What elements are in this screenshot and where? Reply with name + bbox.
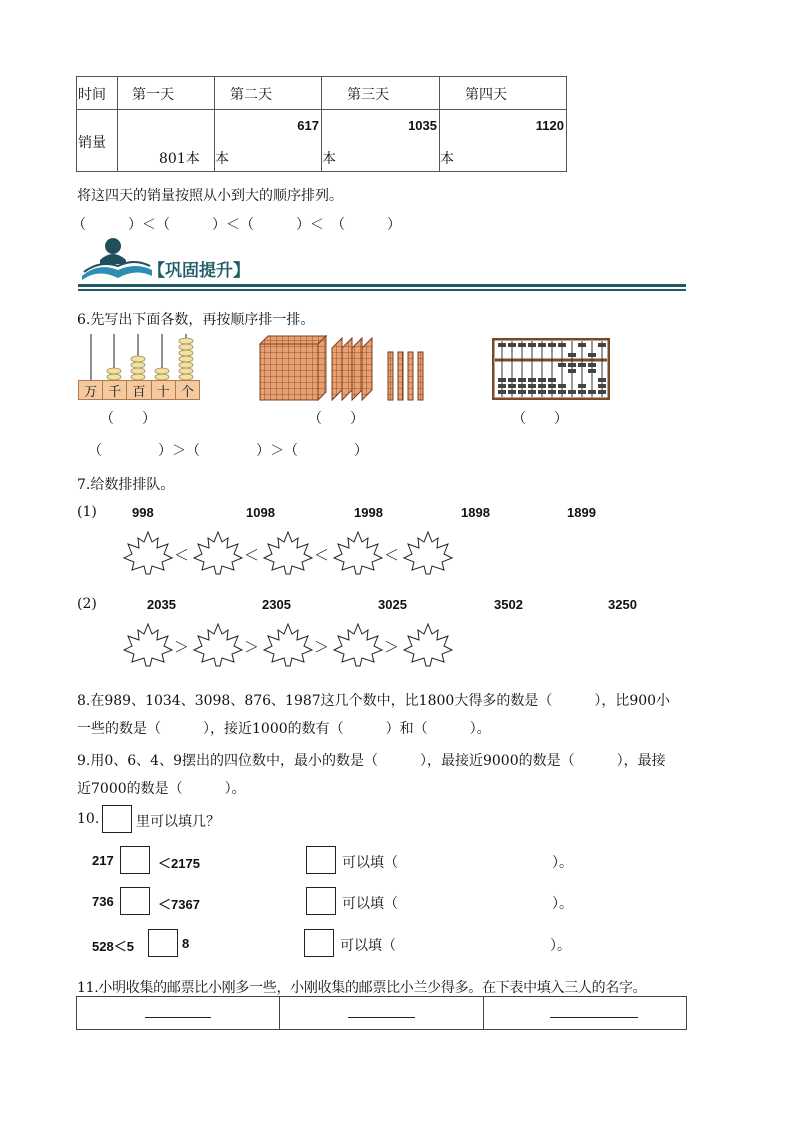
maple-leaf-icon[interactable] bbox=[262, 622, 314, 672]
q7-part2-leaf-row bbox=[122, 622, 462, 670]
q10-row2-fill: 可以填（ ）。 bbox=[342, 896, 573, 912]
q11-text: 11.小明收集的邮票比小刚多一些，小刚收集的邮票比小兰少得多。在下表中填入三人的名字。 bbox=[77, 980, 647, 996]
q10-row3-box-ref bbox=[304, 929, 334, 957]
q8-line1: 8.在989、1034、3098、876、1987这几个数中，比1800大得多的数是（ ），比900小 bbox=[77, 693, 671, 709]
q7-part2-greater-than-sign: ＞ bbox=[384, 638, 400, 656]
q7-part2-number: 2305 bbox=[262, 597, 291, 612]
q10-row3-left: 528＜5 bbox=[92, 939, 134, 954]
sales-table bbox=[76, 76, 567, 172]
q7-part2-number: 3025 bbox=[378, 597, 407, 612]
q10-row3-box[interactable] bbox=[148, 929, 178, 957]
q10-row3-fill: 可以填（ ）。 bbox=[340, 938, 571, 954]
maple-leaf-icon[interactable] bbox=[332, 622, 384, 672]
table-header-day4: 第四天 bbox=[440, 77, 567, 110]
section-divider-thin bbox=[78, 289, 686, 291]
q7-part1-less-than-sign: ＜ bbox=[244, 546, 260, 564]
q7-part2-greater-than-sign: ＞ bbox=[174, 638, 190, 656]
q11-name-table bbox=[76, 996, 687, 1030]
maple-leaf-icon[interactable] bbox=[332, 530, 384, 580]
table-header-day2: 第二天 bbox=[215, 77, 322, 110]
q9-line2: 近7000的数是（ ）。 bbox=[77, 781, 246, 797]
q7-part2-greater-than-sign: ＞ bbox=[314, 638, 330, 656]
counting-frame bbox=[78, 332, 200, 400]
maple-leaf-icon[interactable] bbox=[402, 622, 454, 672]
wooden-abacus bbox=[492, 338, 610, 400]
q10-suffix: 里可以填几？ bbox=[136, 814, 220, 830]
q7-part1-number: 1998 bbox=[354, 505, 383, 520]
q10-row2-left: 736 bbox=[92, 894, 114, 909]
label-qian: 千 bbox=[103, 381, 127, 399]
q10-row2-box-ref bbox=[306, 887, 336, 915]
q10-row1-box[interactable] bbox=[120, 846, 150, 874]
q6-paren-3: （ ） bbox=[512, 411, 568, 427]
q10-row1-left: 217 bbox=[92, 853, 114, 868]
q6-paren-2: （ ） bbox=[308, 411, 364, 427]
label-ge: 个 bbox=[180, 385, 194, 400]
q7-part1-number: 998 bbox=[132, 505, 154, 520]
q7-text: 7.给数排排队。 bbox=[77, 477, 175, 493]
table-header-day1: 第一天 bbox=[118, 77, 215, 110]
q7-part1-label: (1) bbox=[77, 504, 97, 520]
maple-leaf-icon[interactable] bbox=[402, 530, 454, 580]
q5-instruction: 将这四天的销量按照从小到大的顺序排列。 bbox=[77, 188, 343, 204]
base-ten-blocks bbox=[258, 334, 434, 402]
q11-blank-line bbox=[550, 1017, 638, 1018]
reader-logo-icon bbox=[78, 236, 158, 284]
q10-row1-box-ref bbox=[306, 846, 336, 874]
section-divider bbox=[78, 284, 686, 287]
q11-cell-3[interactable] bbox=[484, 997, 686, 1029]
label-bai: 百 bbox=[127, 381, 151, 399]
q7-part1-less-than-sign: ＜ bbox=[174, 546, 190, 564]
table-cell-day1: 801本 bbox=[118, 110, 215, 172]
table-cell-day2: 617 本 bbox=[215, 110, 322, 172]
q10-row1-fill: 可以填（ ）。 bbox=[342, 855, 573, 871]
q7-part1-number: 1098 bbox=[246, 505, 275, 520]
q7-part2-greater-than-sign: ＞ bbox=[244, 638, 260, 656]
table-header-day3: 第三天 bbox=[322, 77, 440, 110]
q11-blank-line bbox=[145, 1017, 211, 1018]
q9-line1: 9.用0、6、4、9摆出的四位数中，最小的数是（ ），最接近9000的数是（ ），最接 bbox=[77, 753, 666, 769]
q7-part1-number: 1898 bbox=[461, 505, 490, 520]
maple-leaf-icon[interactable] bbox=[192, 530, 244, 580]
q5-answer-line: （ ）＜（ ）＜（ ）＜ （ ） bbox=[72, 217, 401, 233]
q7-part2-number: 3502 bbox=[494, 597, 523, 612]
q6-paren-1: （ ） bbox=[100, 411, 156, 427]
q11-blank-line bbox=[348, 1017, 414, 1018]
q11-cell-1[interactable] bbox=[77, 997, 280, 1029]
q10-row2-box[interactable] bbox=[120, 887, 150, 915]
maple-leaf-icon[interactable] bbox=[192, 622, 244, 672]
q7-part2-label: (2) bbox=[77, 596, 97, 612]
maple-leaf-icon[interactable] bbox=[262, 530, 314, 580]
q10-prefix: 10. bbox=[77, 811, 100, 827]
q7-part1-number: 1899 bbox=[567, 505, 596, 520]
maple-leaf-icon[interactable] bbox=[122, 622, 174, 672]
q10-row3-right: 8 bbox=[182, 936, 190, 951]
q10-row2-right: ＜7367 bbox=[158, 897, 200, 912]
maple-leaf-icon[interactable] bbox=[122, 530, 174, 580]
q7-part1-less-than-sign: ＜ bbox=[384, 546, 400, 564]
q10-row1-right: ＜2175 bbox=[158, 856, 200, 871]
place-value-labels bbox=[78, 380, 200, 400]
table-cell-day4: 1120 本 bbox=[440, 110, 567, 172]
section-title: 【巩固提升】 bbox=[148, 261, 250, 280]
q6-compare-line: （ ）＞（ ）＞（ ） bbox=[88, 443, 368, 459]
q7-part2-number: 2035 bbox=[147, 597, 176, 612]
q8-line2: 一些的数是（ ），接近1000的数有（ ）和（ ）。 bbox=[77, 721, 491, 737]
label-shi: 十 bbox=[152, 381, 176, 399]
q10-blank-box-icon bbox=[102, 805, 132, 833]
table-cell-day3: 1035 本 bbox=[322, 110, 440, 172]
q11-cell-2[interactable] bbox=[280, 997, 483, 1029]
q7-part2-number: 3250 bbox=[608, 597, 637, 612]
label-wan: 万 bbox=[79, 381, 103, 399]
q6-text: 6.先写出下面各数，再按顺序排一排。 bbox=[77, 312, 315, 328]
q7-part1-less-than-sign: ＜ bbox=[314, 546, 330, 564]
q7-part1-leaf-row bbox=[122, 530, 462, 578]
table-header-time: 时间 bbox=[77, 77, 118, 110]
table-row-label: 销量 bbox=[77, 110, 118, 172]
